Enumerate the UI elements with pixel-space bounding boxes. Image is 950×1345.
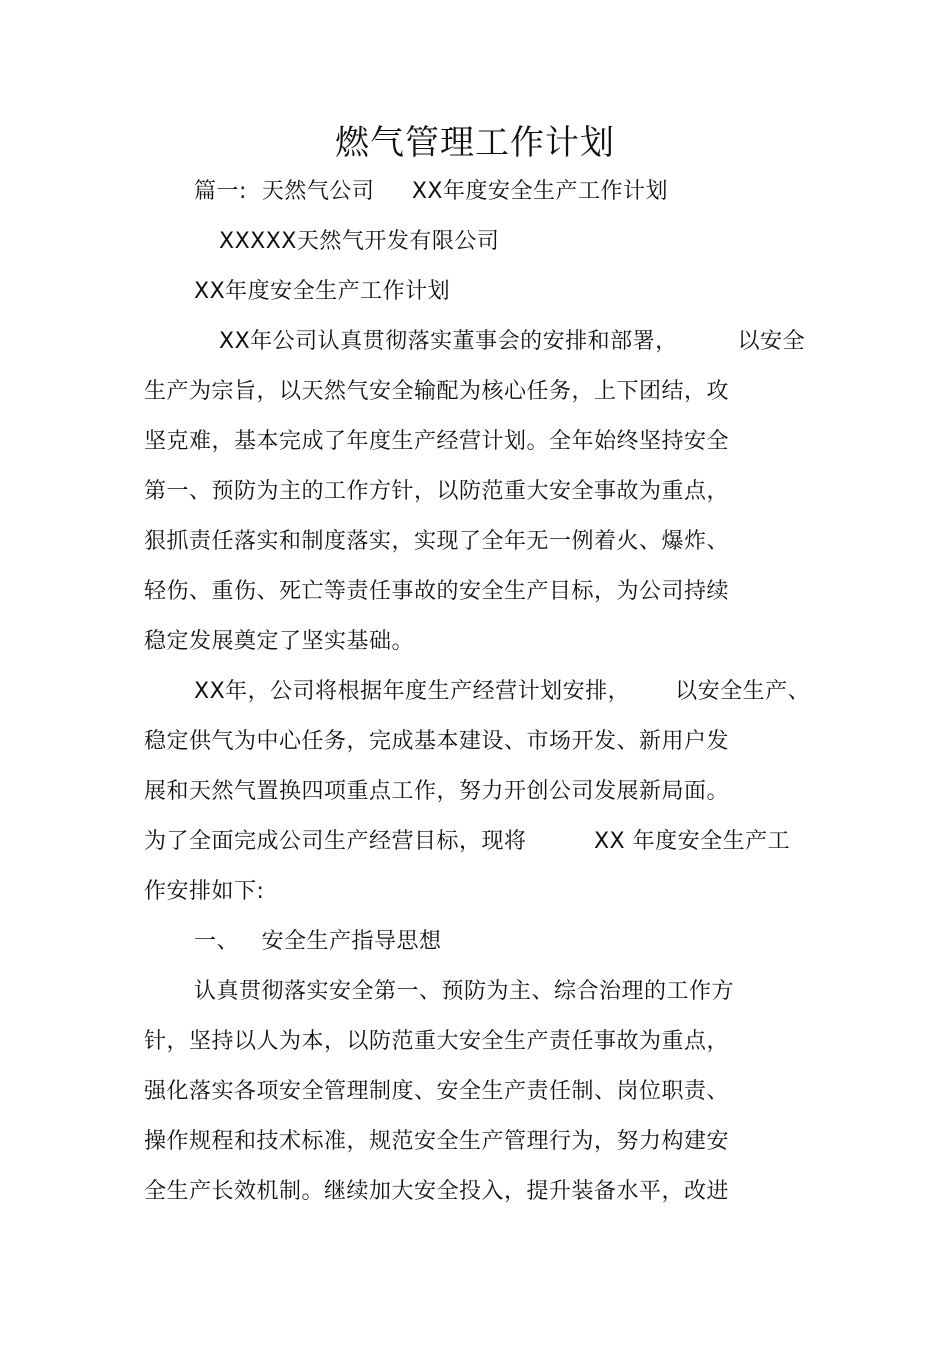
- paragraph-line: 作安排如下:: [144, 879, 265, 904]
- article-heading: 篇一: 天然气公司 XX年度安全生产工作计划: [194, 179, 669, 204]
- paragraph-line: 轻伤、重伤、死亡等责任事故的安全生产目标，为公司持续: [144, 579, 730, 604]
- paragraph-line: 展和天然气置换四项重点工作，努力开创公司发展新局面。: [144, 779, 730, 804]
- plan-title: XX年度安全生产工作计划: [194, 279, 451, 304]
- section-heading: 一、 安全生产指导思想: [194, 929, 442, 954]
- paragraph-line: 稳定供气为中心任务，完成基本建设、市场开发、新用户发: [144, 729, 730, 754]
- paragraph-line: 第一、预防为主的工作方针，以防范重大安全事故为重点，: [144, 479, 730, 504]
- paragraph-line: 认真贯彻落实安全第一、预防为主、综合治理的工作方: [194, 979, 735, 1004]
- paragraph-line: 坚克难，基本完成了年度生产经营计划。全年始终坚持安全: [144, 429, 730, 454]
- company-name: XXXXX天然气开发有限公司: [219, 229, 500, 254]
- paragraph-line: 操作规程和技术标准，规范安全生产管理行为，努力构建安: [144, 1129, 730, 1154]
- paragraph-line: 全生产长效机制。继续加大安全投入，提升装备水平，改进: [144, 1179, 730, 1204]
- document-title: 燃气管理工作计划: [335, 123, 615, 163]
- paragraph-line: XX年公司认真贯彻落实董事会的安排和部署， 以安全: [219, 329, 806, 354]
- paragraph-line: 狠抓责任落实和制度落实，实现了全年无一例着火、爆炸、: [144, 529, 730, 554]
- paragraph-line: XX年，公司将根据年度生产经营计划安排， 以安全生产、: [194, 679, 811, 704]
- paragraph-line: 强化落实各项安全管理制度、安全生产责任制、岗位职责、: [144, 1079, 730, 1104]
- paragraph-line: 生产为宗旨，以天然气安全输配为核心任务，上下团结，攻: [144, 379, 730, 404]
- paragraph-line: 针，坚持以人为本，以防范重大安全生产责任事故为重点，: [144, 1029, 730, 1054]
- paragraph-line: 稳定发展奠定了坚实基础。: [144, 629, 415, 654]
- paragraph-line: 为了全面完成公司生产经营目标，现将 XX 年度安全生产工: [144, 829, 791, 854]
